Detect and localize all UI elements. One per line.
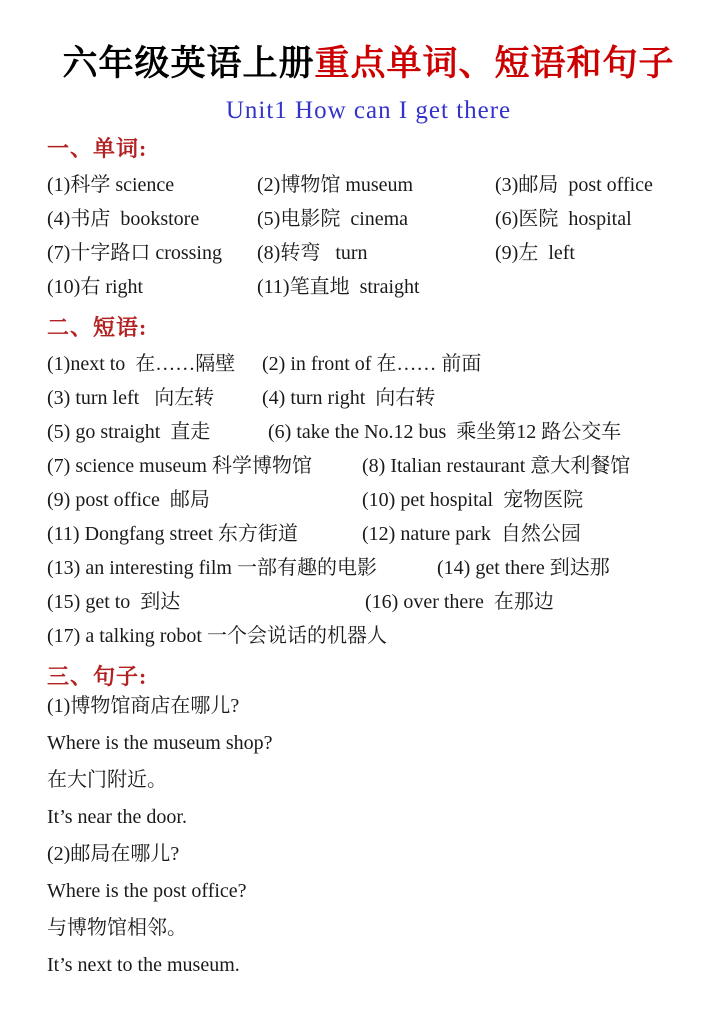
phrase-row	[47, 551, 690, 585]
word-row	[47, 168, 690, 202]
word-item: (8)转弯 turn	[257, 242, 368, 265]
phrase-row	[47, 449, 690, 483]
word-row	[47, 270, 690, 304]
sentence-line: 与博物馆相邻。	[47, 917, 187, 940]
sentence-line: It’s near the door.	[47, 806, 187, 829]
phrase-item: (13) an interesting film 一部有趣的电影	[47, 557, 377, 580]
word-item: (2)博物馆 museum	[257, 174, 414, 197]
sentence-line: Where is the museum shop?	[47, 732, 273, 755]
title-text-black: 六年级英语上册	[62, 44, 315, 83]
phrase-item: (12) nature park 自然公园	[362, 523, 581, 546]
word-item: (10)右 right	[47, 276, 144, 299]
phrase-item: (7) science museum 科学博物馆	[47, 455, 312, 478]
phrase-item: (9) post office 邮局	[47, 489, 210, 512]
word-item: (7)十字路口 crossing	[47, 242, 222, 265]
phrase-item: (6) take the No.12 bus 乘坐第12 路公交车	[268, 421, 622, 444]
word-item: (3)邮局 post office	[495, 174, 653, 197]
phrase-item: (14) get there 到达那	[437, 557, 610, 580]
phrase-item: (11) Dongfang street 东方街道	[47, 523, 298, 546]
phrase-item: (15) get to 到达	[47, 591, 181, 614]
word-row	[47, 236, 690, 270]
sentence-line: Where is the post office?	[47, 880, 247, 903]
word-item: (9)左 left	[495, 242, 575, 265]
word-item: (4)书店 bookstore	[47, 208, 200, 231]
sentence-line: It’s next to the museum.	[47, 954, 240, 977]
word-item: (11)笔直地 straight	[257, 276, 420, 299]
unit-subtitle: Unit1 How can I get there	[225, 97, 512, 125]
phrase-item: (16) over there 在那边	[365, 591, 554, 614]
phrase-item: (5) go straight 直走	[47, 421, 211, 444]
page-title	[47, 44, 690, 84]
phrase-item: (17) a talking robot 一个会说话的机器人	[47, 625, 387, 648]
phrase-item: (8) Italian restaurant 意大利餐馆	[362, 455, 631, 478]
phrase-row	[47, 619, 690, 653]
phrase-item: (4) turn right 向右转	[262, 387, 436, 410]
word-row	[47, 202, 690, 236]
section-heading-phrases: 二、短语:	[47, 315, 148, 341]
phrase-row	[47, 381, 690, 415]
title-text-red: 重点单词、短语和句子	[314, 44, 675, 83]
phrase-item: (3) turn left 向左转	[47, 387, 215, 410]
phrase-row	[47, 483, 690, 517]
phrase-row	[47, 517, 690, 551]
word-item: (6)医院 hospital	[495, 208, 632, 231]
phrase-item: (10) pet hospital 宠物医院	[362, 489, 584, 512]
phrase-row	[47, 415, 690, 449]
section-heading-words: 一、单词:	[47, 136, 148, 162]
phrase-row	[47, 347, 690, 381]
phrase-item: (2) in front of 在…… 前面	[262, 353, 482, 376]
sentence-line: 在大门附近。	[47, 769, 167, 792]
word-item: (5)电影院 cinema	[257, 208, 409, 231]
sentence-line: (2)邮局在哪儿?	[47, 843, 180, 866]
phrase-item: (1)next to 在……隔壁	[47, 353, 236, 376]
sentence-line: (1)博物馆商店在哪儿?	[47, 695, 240, 718]
word-item: (1)科学 science	[47, 174, 175, 197]
section-heading-sentences: 三、句子:	[47, 664, 148, 690]
phrase-row	[47, 585, 690, 619]
